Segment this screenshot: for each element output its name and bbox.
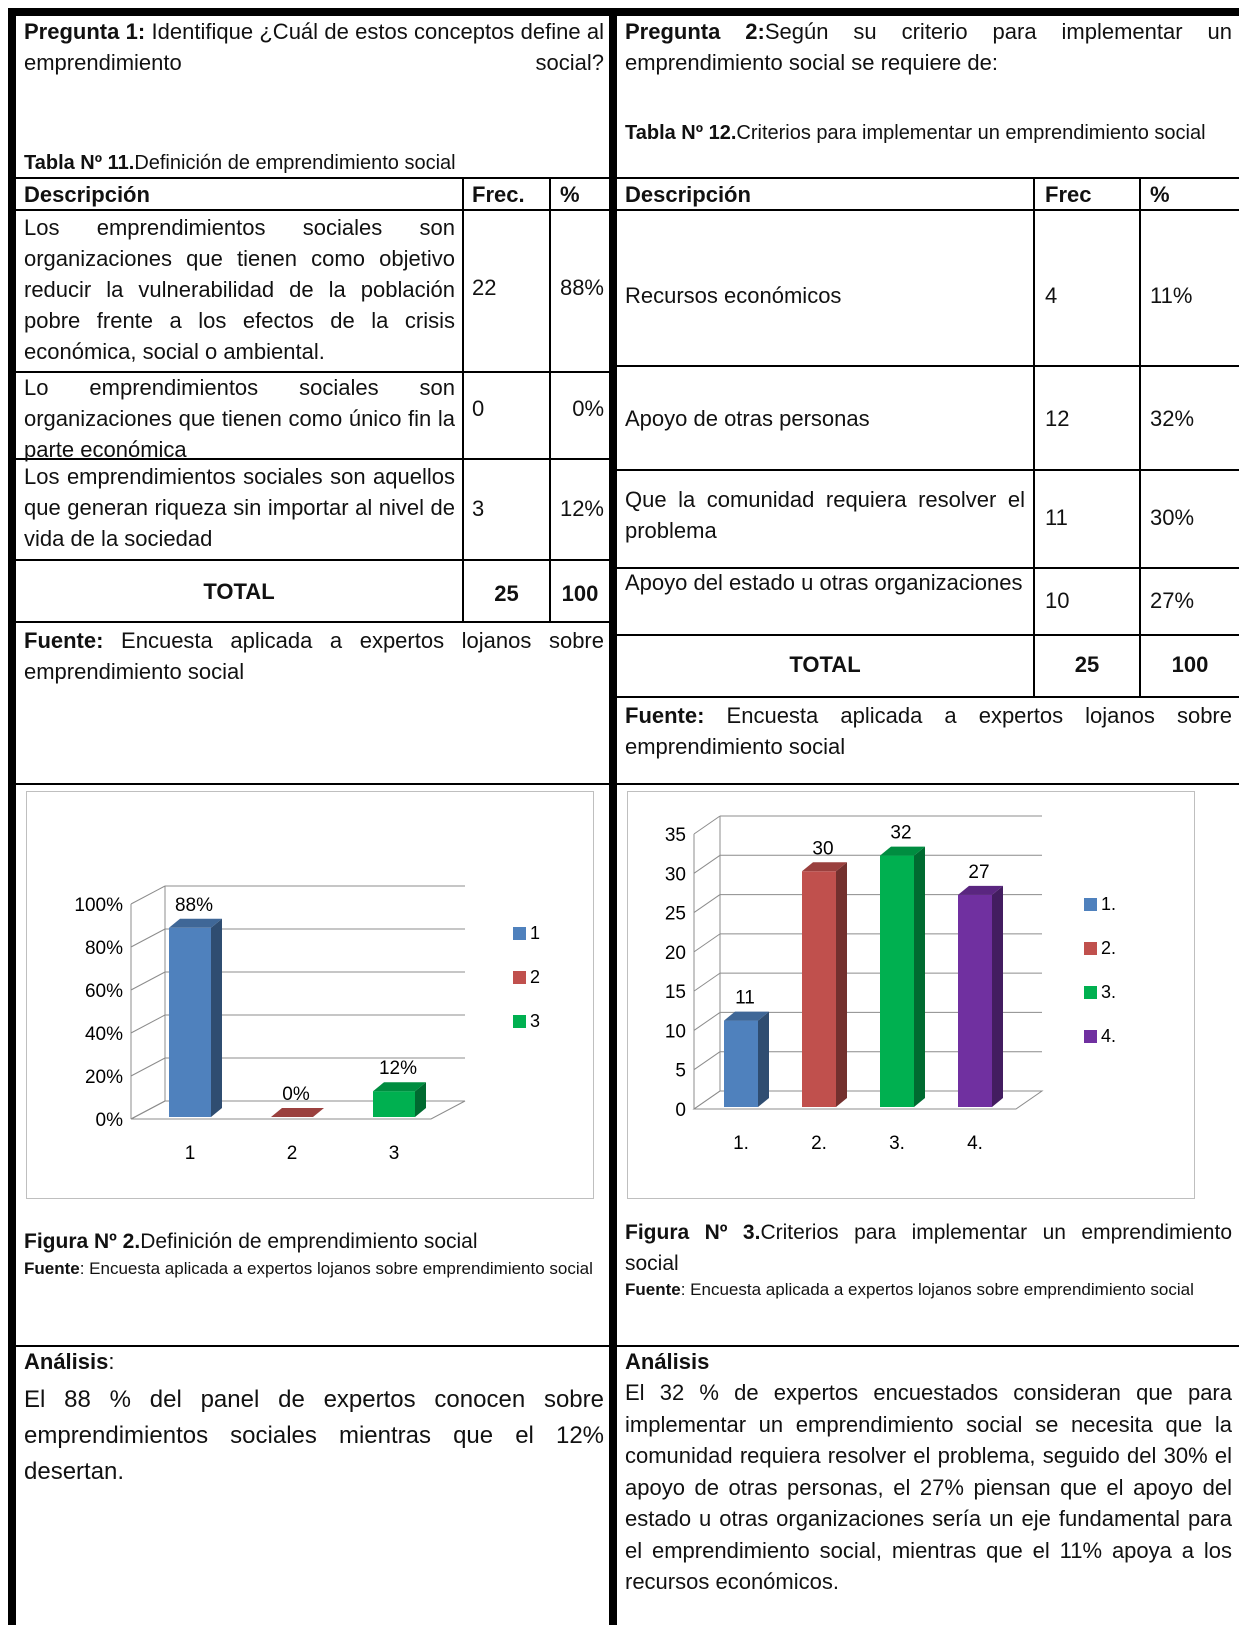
table-11-total-pct: 100 [561, 581, 599, 606]
chart-2-bar-1 [724, 1021, 758, 1107]
chart-1-category-label: 3 [388, 1143, 400, 1164]
chart-2-bar-2-side [836, 862, 847, 1107]
chart-2-side-gridline [694, 1052, 720, 1070]
table-12-header-pct: % [1150, 182, 1170, 207]
table-12-row-3-freq: 11 [1045, 505, 1068, 530]
table-12-row-2-freq: 12 [1045, 406, 1070, 431]
chart-2-category-label: 4. [967, 1133, 983, 1154]
analysis-2-heading: Análisis [625, 1349, 710, 1374]
table-11-row-3-freq: 3 [472, 496, 485, 521]
chart-1-legend-swatch [513, 971, 526, 984]
table-12-row-2-pct: 32% [1150, 406, 1195, 431]
chart-2-legend-label: 1. [1101, 894, 1117, 914]
chart-2-legend-label: 3. [1101, 982, 1117, 1002]
table-11-header-desc: Descripción [24, 182, 150, 207]
chart-1-side-gridline [131, 1058, 165, 1076]
chart-2-data-label: 27 [968, 861, 990, 883]
frame-middle [609, 8, 617, 1625]
table-12-row-4-desc: Apoyo del estado u otras organizaciones [625, 570, 1023, 595]
table-11-row-3-desc: Los emprendimientos sociales son aquellos que generan riqueza sin importar al nivel de vida de la sociedad [24, 464, 455, 551]
table-12-header-desc: Descripción [625, 182, 751, 207]
chart-1-bar-3 [373, 1091, 415, 1117]
table-11-total-freq: 25 [494, 581, 519, 606]
chart-2-category-label: 1. [733, 1133, 749, 1154]
figure-3-caption: Figura Nº 3.Criterios para implementar un emprendimiento social [625, 1221, 1232, 1275]
chart-2-side-gridline [694, 934, 720, 952]
chart-2-ytick-label: 10 [664, 1021, 686, 1043]
chart-1-data-label: 12% [378, 1058, 418, 1080]
chart-1 [27, 792, 593, 1198]
figure-2-source: Fuente: Encuesta aplicada a expertos lojanos sobre emprendimiento social [24, 1259, 593, 1278]
chart-2-ytick-label: 35 [664, 825, 686, 846]
chart-2-bar-3 [880, 856, 914, 1107]
chart-2-side-gridline [694, 973, 720, 991]
chart-2-bar-4-side [992, 886, 1003, 1107]
chart-2-side-gridline [694, 895, 720, 913]
chart-2-ytick-label: 5 [675, 1060, 686, 1082]
table-12-row-1-pct: 11% [1150, 283, 1193, 308]
chart-2-frame [627, 791, 1195, 1199]
chart-2-legend-swatch [1084, 986, 1097, 999]
table-11-row-1-desc: Los emprendimientos sociales son organizaciones que tienen como objetivo reducir la vulnerabilidad de la población pobre frente a los efectos de la crisis económica, social o ambiental. [24, 215, 455, 364]
chart-1-category-label: 2 [286, 1143, 298, 1164]
chart-2-category-label: 2. [811, 1133, 827, 1154]
chart-1-ytick-label: 100% [74, 895, 123, 916]
chart-1-ytick-label: 40% [84, 1024, 123, 1045]
chart-1-legend-label: 1 [530, 923, 541, 943]
chart-1-data-label: 88% [174, 894, 214, 916]
chart-2-bar-2 [802, 871, 836, 1107]
chart-2-ytick-label: 20 [664, 942, 686, 964]
chart-2-legend-swatch [1084, 1030, 1097, 1043]
analysis-2-text: El 32 % de expertos encuestados consideran que para implementar un emprendimiento social se necesita que la comunidad requiera resolver el problema, seguido del 30% el apoyo de otras personas, el 27% piensan que el apoyo del estado u otras organizaciones sería un eje fundamental para el emprendimiento social, mientras que el 11% apoya a los recursos económicos. [625, 1380, 1232, 1594]
chart-2-legend-swatch [1084, 942, 1097, 955]
frame-top [8, 8, 1239, 16]
table-12-row-1-freq: 4 [1045, 283, 1058, 308]
chart-1-side-gridline [131, 886, 165, 904]
chart-2-legend-label: 4. [1101, 1026, 1117, 1046]
question-2 [625, 16, 1232, 78]
chart-2-bar-3-side [914, 847, 925, 1107]
chart-1-category-label: 1 [184, 1143, 196, 1164]
figure-3-source: Fuente: Encuesta aplicada a expertos lojanos sobre emprendimiento social [625, 1280, 1194, 1299]
table-11-row-1-pct: 88% [559, 275, 604, 300]
table-12-source: Fuente: Encuesta aplicada a expertos lojanos sobre emprendimiento social [625, 703, 1232, 759]
table-12-total-freq: 25 [1074, 652, 1100, 677]
chart-1-frame [26, 791, 594, 1199]
chart-1-ytick-label: 80% [84, 938, 123, 959]
table-12-caption: Tabla Nº 12.Criterios para implementar un emprendimiento social [625, 122, 1206, 144]
chart-1-side-gridline [131, 1015, 165, 1033]
chart-2-ytick-label: 15 [664, 982, 686, 1004]
table-11-header-freq: Frec. [472, 182, 525, 207]
table-11-row-3-pct: 12% [559, 496, 604, 521]
chart-2-ytick-label: 0 [675, 1100, 686, 1121]
question-1 [24, 16, 604, 78]
chart-1-side-gridline [131, 972, 165, 990]
table-12-row-2-desc: Apoyo de otras personas [625, 406, 870, 431]
chart-2-legend-swatch [1084, 898, 1097, 911]
table-12-row-3-pct: 30% [1150, 505, 1195, 530]
table-11-total-label: TOTAL [203, 579, 275, 604]
table-12-row-4-freq: 10 [1045, 588, 1070, 613]
table-12-row-1-desc: Recursos económicos [625, 283, 842, 308]
table-12-header-freq: Frec [1045, 182, 1092, 207]
table-12-total-pct: 100 [1171, 652, 1209, 677]
table-12-row-4-pct: 27% [1150, 588, 1195, 613]
chart-1-legend-label: 2 [530, 967, 541, 987]
chart-1-ytick-label: 20% [84, 1067, 123, 1088]
chart-2-category-label: 3. [889, 1133, 905, 1154]
chart-2-ytick-label: 25 [664, 903, 686, 925]
chart-2-data-label: 30 [812, 838, 834, 860]
chart-2-bar-1-side [758, 1012, 769, 1107]
chart-1-ytick-label: 0% [95, 1110, 123, 1131]
chart-2-data-label: 11 [735, 987, 755, 1009]
chart-1-ytick-label: 60% [84, 981, 123, 1002]
chart-2-side-gridline [694, 855, 720, 873]
chart-2 [628, 792, 1194, 1198]
analysis-1-heading: Análisis: [24, 1349, 115, 1374]
chart-2-side-gridline [694, 816, 720, 834]
table-11-source: Fuente: Encuesta aplicada a expertos lojanos sobre emprendimiento social [24, 628, 604, 684]
figure-2-caption: Figura Nº 2.Definición de emprendimiento social [24, 1230, 478, 1253]
question-2-text: Según su criterio para implementar un emprendimiento social se requiere de: [625, 19, 1232, 75]
chart-2-ytick-label: 30 [664, 864, 686, 886]
analysis-1-text: El 88 % del panel de expertos conocen sobre emprendimientos sociales mientras que el 12% desertan. [24, 1386, 604, 1485]
chart-1-bar-1-side [211, 919, 222, 1117]
question-1-text: Identifique ¿Cuál de estos conceptos define al emprendimiento social? [24, 19, 604, 75]
table-12-total-label: TOTAL [789, 652, 861, 677]
table-12-row-3-desc: Que la comunidad requiera resolver el problema [625, 487, 1025, 543]
chart-1-bar-1 [169, 928, 211, 1117]
chart-1-legend-swatch [513, 1015, 526, 1028]
frame-left [8, 8, 16, 1625]
chart-1-legend-swatch [513, 927, 526, 940]
chart-2-legend-label: 2. [1101, 938, 1117, 958]
table-11-row-1-freq: 22 [472, 275, 497, 300]
question-1-label: Pregunta 1: [24, 19, 146, 44]
question-2-label: Pregunta 2: [625, 19, 765, 44]
chart-1-bar-2-top [271, 1108, 324, 1117]
table-11-caption: Tabla Nº 11.Definición de emprendimiento social [24, 152, 456, 174]
chart-1-data-label: 0% [282, 1084, 310, 1105]
table-11-header-pct: % [560, 182, 580, 207]
table-11-row-2-pct: 0% [572, 396, 604, 421]
table-11-row-2-freq: 0 [472, 396, 485, 421]
table-11-row-2-desc: Lo emprendimientos sociales son organizaciones que tienen como único fin la parte económica [24, 375, 455, 462]
chart-2-bar-4 [958, 895, 992, 1107]
chart-2-data-label: 32 [890, 822, 912, 844]
chart-2-side-gridline [694, 1012, 720, 1030]
chart-1-legend-label: 3 [530, 1011, 541, 1031]
chart-1-side-gridline [131, 929, 165, 947]
